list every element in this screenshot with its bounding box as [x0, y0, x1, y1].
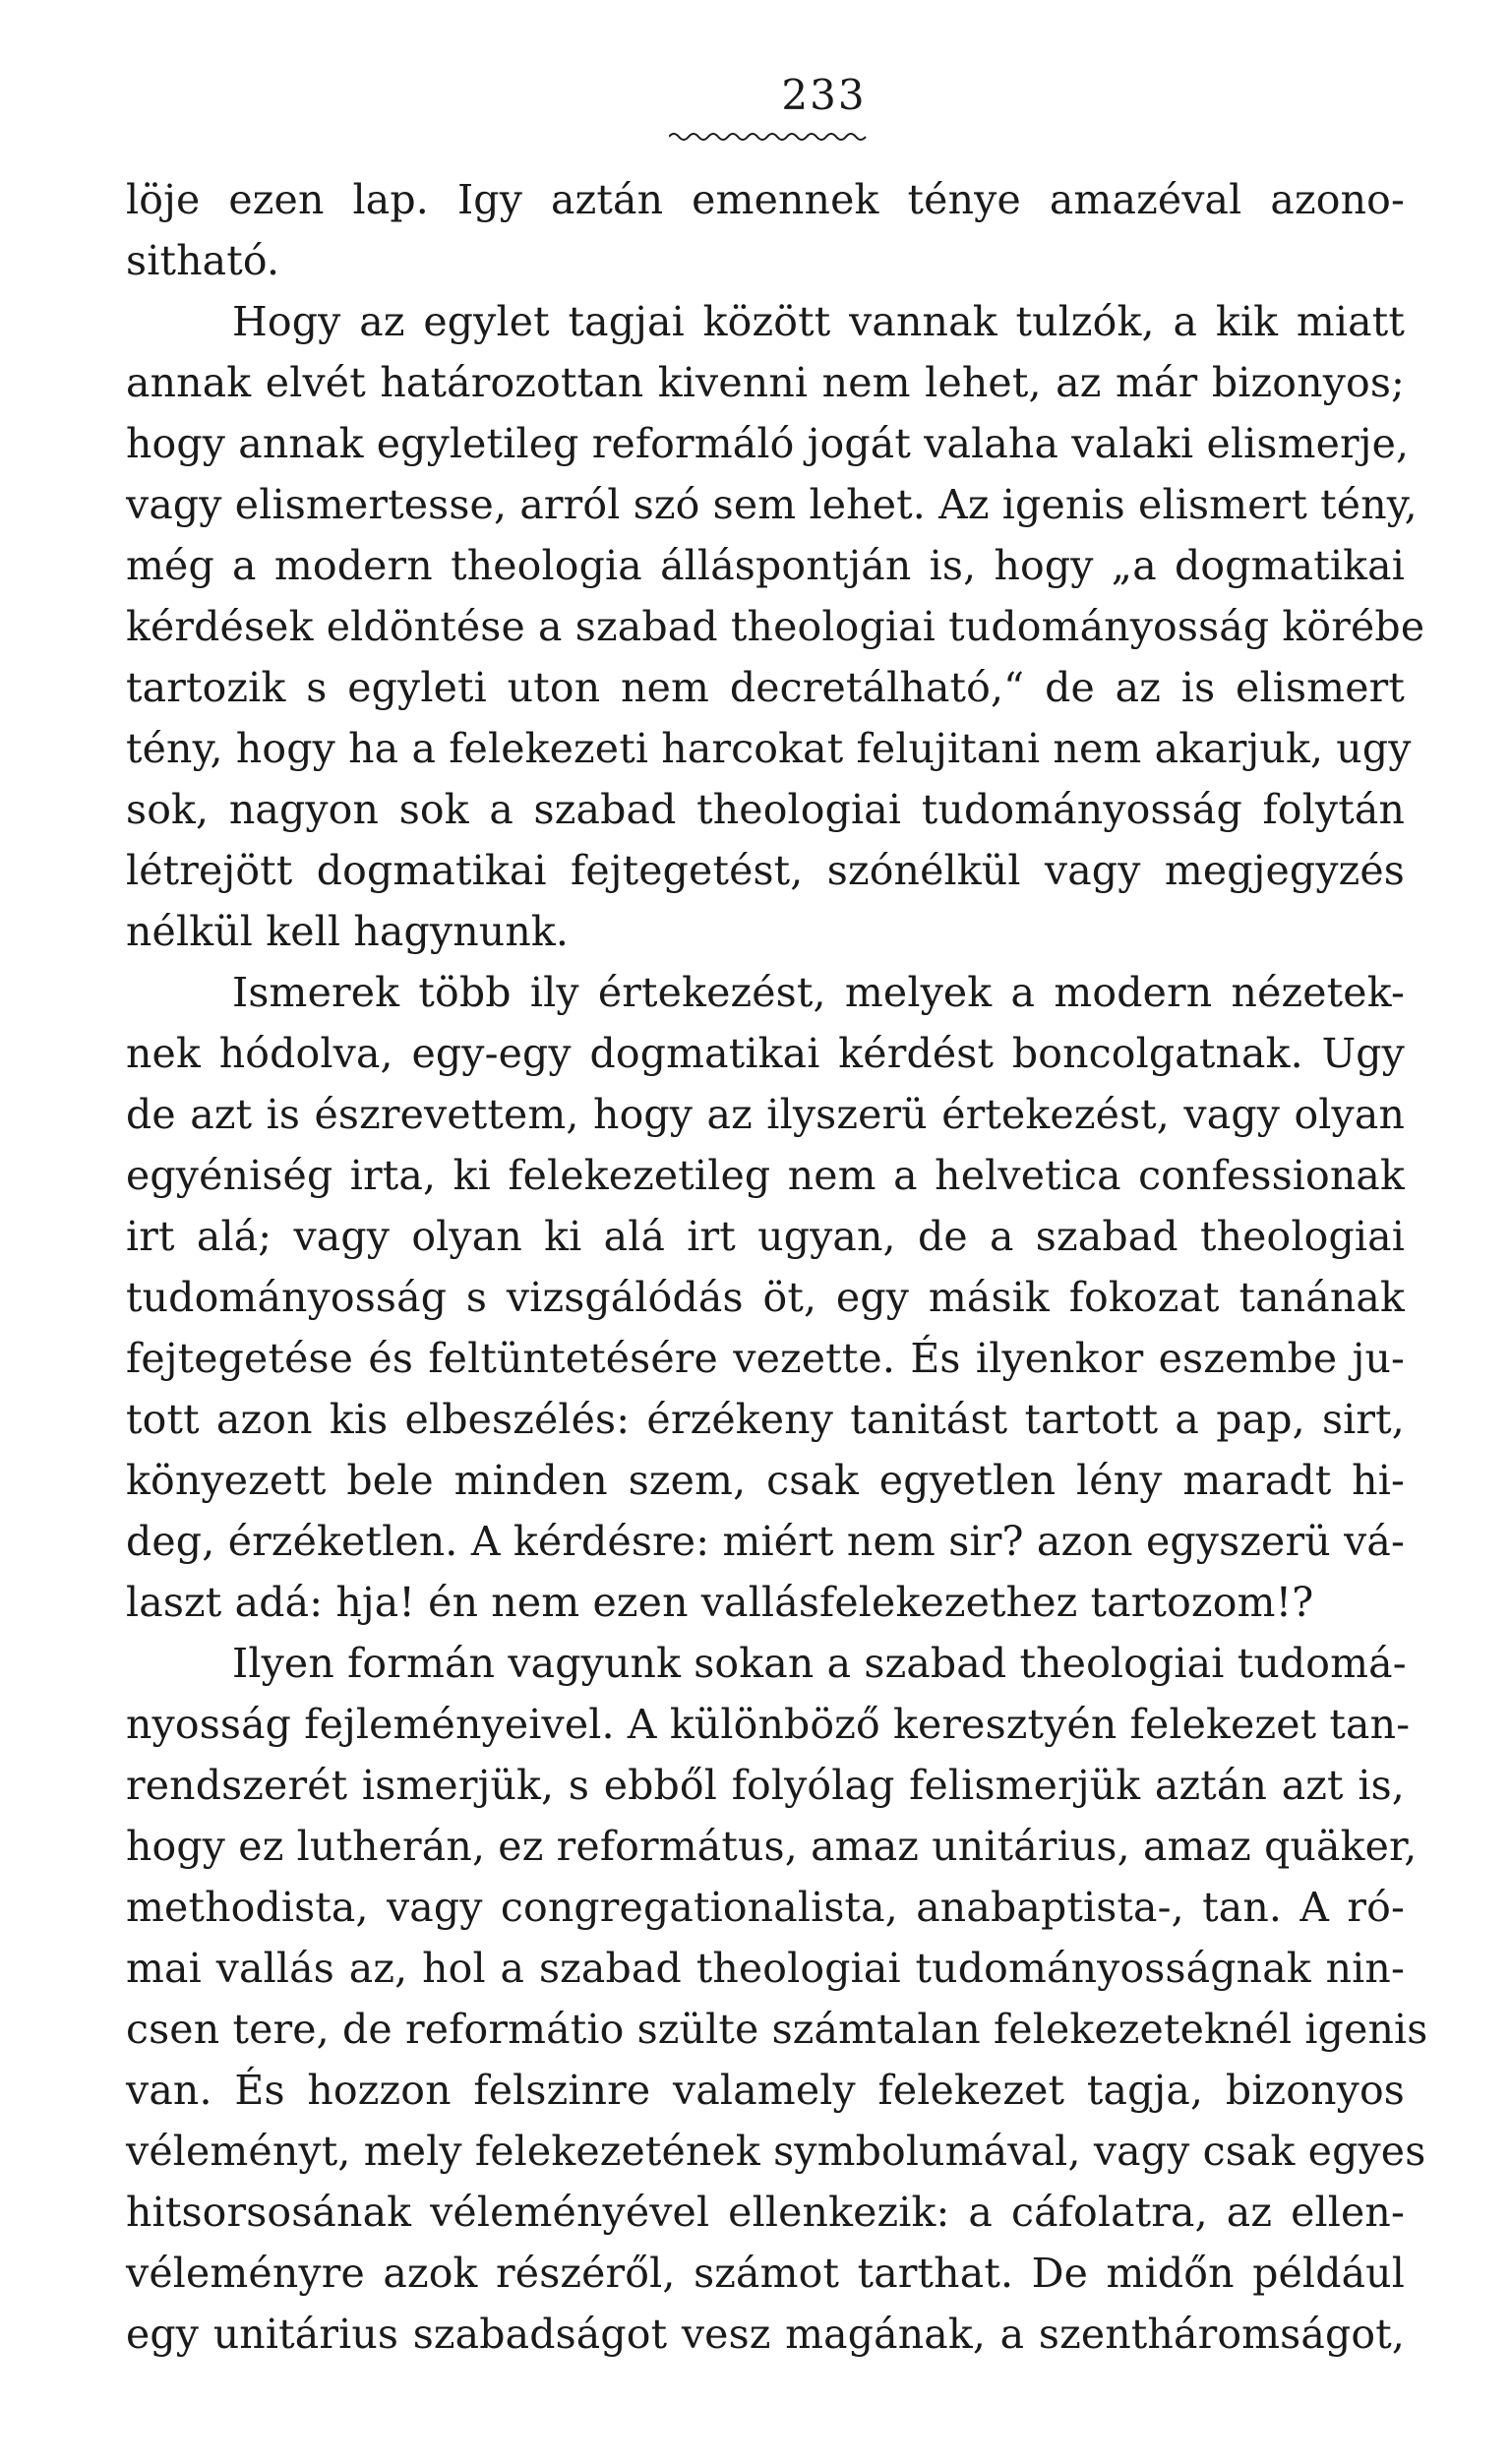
text-line: tartozik s egyleti uton nem decretálható,“ de az is elismert — [126, 664, 1405, 711]
page-header — [0, 71, 1510, 120]
text-line: tény, hogy ha a felekezeti harcokat felujitani nem akarjuk, ugy — [126, 725, 1412, 772]
text-line: hitsorsosának véleményével ellenkezik: a cáfolatra, az ellen- — [126, 2189, 1405, 2236]
text-line: könyezett bele minden szem, csak egyetlen lény maradt hi- — [126, 1457, 1405, 1504]
text-line: véleményre azok részéről, számot tarthat. De midőn például — [126, 2250, 1405, 2297]
text-line: egy unitárius szabadságot vesz magának, a szentháromságot, — [126, 2311, 1405, 2358]
text-line: nélkül kell hagynunk. — [126, 908, 570, 955]
text-line: egyéniség irta, ki felekezetileg nem a helvetica confessionak — [126, 1152, 1405, 1199]
text-line: csen tere, de reformátio szülte számtalan felekezeteknél igenis — [126, 2006, 1428, 2053]
text-line: mai vallás az, hol a szabad theologiai tudományosságnak nin- — [126, 1945, 1405, 1992]
text-line: Ilyen formán vagyunk sokan a szabad theologiai tudomá- — [232, 1640, 1407, 1687]
text-line: deg, érzéketlen. A kérdésre: miért nem sir? azon egyszerü vá- — [126, 1518, 1405, 1565]
text-line: véleményt, mely felekezetének symbolumával, vagy csak egyes — [126, 2128, 1426, 2175]
text-line: fejtegetése és feltüntetésére vezette. És ilyenkor eszembe ju- — [126, 1335, 1405, 1382]
text-line: sitható. — [126, 237, 280, 284]
text-line: tott azon kis elbeszélés: érzékeny tanitást tartott a pap, sirt, — [126, 1396, 1405, 1443]
text-line: irt alá; vagy olyan ki alá irt ugyan, de a szabad theologiai — [126, 1213, 1405, 1260]
page-number: 233 — [781, 71, 867, 119]
text-line: tudományosság s vizsgálódás öt, egy másik fokozat tanának — [126, 1274, 1405, 1321]
text-line: sok, nagyon sok a szabad theologiai tudományosság folytán — [126, 786, 1405, 833]
text-line: kérdések eldöntése a szabad theologiai tudományosság körébe — [126, 603, 1425, 650]
page-number-wavy-rule — [669, 130, 871, 144]
text-line: létrejött dogmatikai fejtegetést, szónélkül vagy megjegyzés — [126, 847, 1405, 894]
text-line: annak elvét határozottan kivenni nem lehet, az már bizonyos; — [126, 359, 1405, 406]
text-line: Hogy az egylet tagjai között vannak tulzók, a kik miatt — [232, 298, 1405, 345]
text-line: hogy ez lutherán, ez református, amaz unitárius, amaz quäker, — [126, 1823, 1418, 1870]
text-line: nek hódolva, egy-egy dogmatikai kérdést boncolgatnak. Ugy — [126, 1030, 1405, 1077]
text-line: hogy annak egyletileg reformáló jogát valaha valaki elismerje, — [126, 420, 1410, 467]
text-line: laszt adá: hja! én nem ezen vallásfelekezethez tartozom!? — [126, 1579, 1314, 1626]
text-line: rendszerét ismerjük, s ebből folyólag felismerjük aztán azt is, — [126, 1762, 1405, 1809]
text-line: vagy elismertesse, arról szó sem lehet. Az igenis elismert tény, — [126, 481, 1418, 528]
text-line: Ismerek több ily értekezést, melyek a modern nézetek- — [232, 969, 1405, 1016]
text-line: még a modern theologia álláspontján is, hogy „a dogmatikai — [126, 542, 1405, 589]
text-line: methodista, vagy congregationalista, anabaptista-, tan. A ró- — [126, 1884, 1405, 1931]
text-line: van. És hozzon felszinre valamely felekezet tagja, bizonyos — [126, 2067, 1405, 2114]
text-line: löje ezen lap. Igy aztán emennek ténye amazéval azono- — [126, 176, 1405, 223]
text-line: nyosság fejleményeivel. A különböző keresztyén felekezet tan- — [126, 1701, 1411, 1748]
text-line: de azt is észrevettem, hogy az ilyszerü értekezést, vagy olyan — [126, 1091, 1405, 1138]
body-text — [126, 169, 1428, 2365]
